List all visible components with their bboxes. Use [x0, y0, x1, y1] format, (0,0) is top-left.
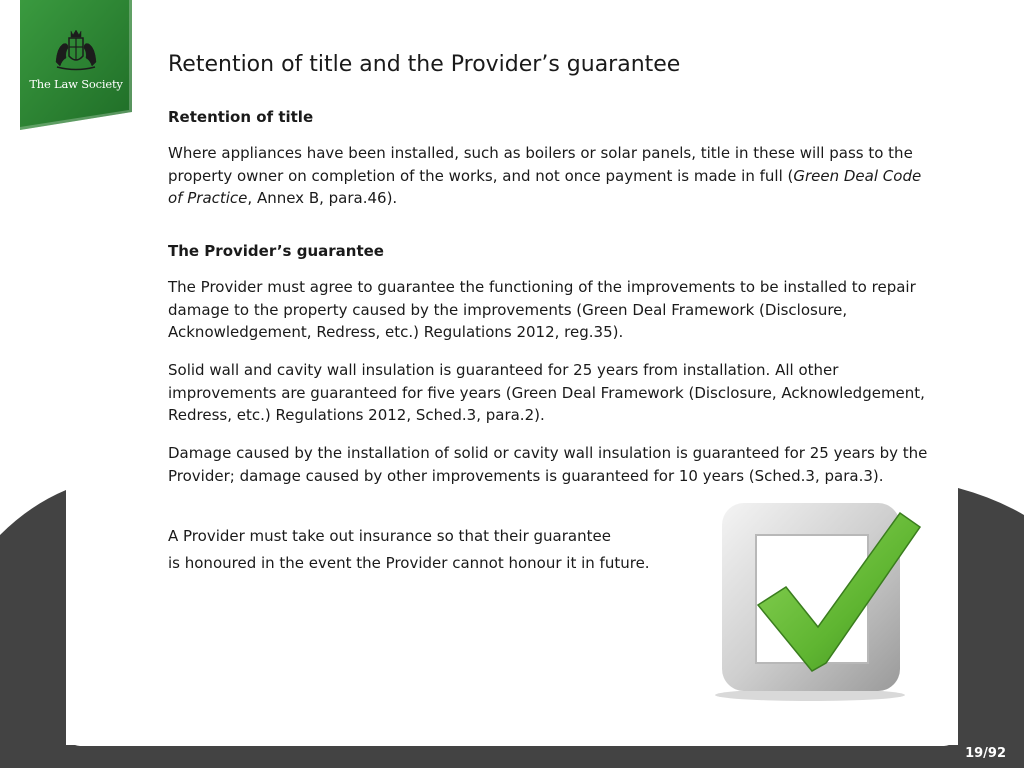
law-society-logo: [20, 0, 132, 130]
section-heading-retention: Retention of title: [168, 108, 314, 126]
paragraph-guarantee-4-line-1: A Provider must take out insurance so that their guarantee: [168, 527, 611, 545]
page-number: 19/92: [965, 746, 1006, 761]
paragraph-guarantee-2: Solid wall and cavity wall insulation is guaranteed for 25 years from installation. All other improvements are guaranteed for five years (Green Deal Framework (Disclosure, Acknowledgement, Redress, etc.) Regulations 2012, Sched.3, para.2).: [168, 361, 925, 424]
paragraph-guarantee-1: The Provider must agree to guarantee the functioning of the improvements to be installed to repair damage to the property caused by the improvements (Green Deal Framework (Disclosure, Acknowledgement, Redress, etc.) Regulations 2012, reg.35).: [168, 278, 916, 341]
checkmark-icon: [700, 495, 930, 710]
citation-italic: Green Deal Code of Practice: [168, 166, 922, 207]
logo-text: The Law Society: [29, 77, 123, 91]
paragraph-guarantee-4-line-2: is honoured in the event the Provider cannot honour it in future.: [168, 554, 650, 572]
page-title: Retention of title and the Provider’s guarantee: [168, 52, 681, 77]
section-heading-guarantee: The Provider’s guarantee: [168, 242, 384, 260]
paragraph-guarantee-3: Damage caused by the installation of solid or cavity wall insulation is guaranteed for 25 years by the Provider; damage caused by other improvements is guaranteed for 10 years (Sched.3, para.3).: [168, 444, 928, 485]
paragraph-retention: Where appliances have been installed, such as boilers or solar panels, title in these will pass to the property owner on completion of the works, and not once payment is made in full (Green Deal Code of Practice, Annex B, para.46).: [168, 144, 922, 207]
